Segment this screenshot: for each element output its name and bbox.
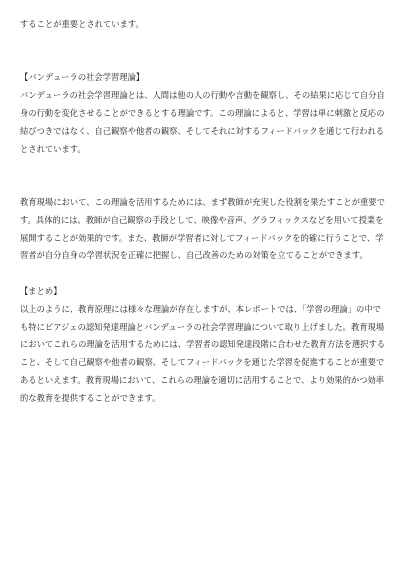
- spacer: [20, 52, 390, 70]
- paragraph-line: 身の行動を変化させることができるとする理論です。この理論によると、学習は単に刺激と反応の: [20, 107, 385, 118]
- bandura-paragraph-2: [20, 194, 390, 265]
- section-heading-bandura: 【バンデューラの社会学習理論】: [20, 72, 145, 83]
- spacer: [20, 34, 390, 52]
- paragraph-line: も特にピアジェの認知発達理論とバンデューラの社会学習理論について取り上げました。教育現場: [20, 321, 385, 332]
- paragraph-line: においてこれらの理論を活用するためには、学習者の認知発達段階に合わせた教育方法を選択する: [20, 339, 386, 350]
- summary-paragraph: [20, 301, 390, 408]
- section-heading-summary: 【まとめ】: [20, 285, 62, 296]
- paragraph-line: 教育現場において、この理論を活用するためには、まず教師が充実した役割を果たすことが重要で: [20, 196, 385, 207]
- intro-tail-line: することが重要とされています。: [20, 19, 144, 29]
- document-page: [20, 16, 390, 408]
- bandura-paragraph-1: [20, 87, 390, 158]
- paragraph-line: あるといえます。教育現場において、これらの理論を適切に活用することで、より効果的かつ効率: [20, 374, 385, 385]
- spacer: [20, 176, 390, 194]
- spacer: [20, 158, 390, 176]
- spacer: [20, 265, 390, 283]
- paragraph-line: 結びつきではなく、自己観察や他者の観察、そしてそれに対するフィードバックを通じて行われる: [20, 125, 385, 136]
- paragraph-line: 以上のように、教育原理には様々な理論が存在しますが、本レポートでは、「学習の理論」の中で: [20, 303, 381, 314]
- paragraph-line: 的な教育を提供することができます。: [20, 392, 161, 403]
- paragraph-line: とされています。: [20, 143, 86, 154]
- paragraph-line: バンデューラの社会学習理論とは、人間は他の人の行動や言動を観察し、その結果に応じて自分自: [20, 90, 385, 101]
- paragraph-line: 習者が自分自身の学習状況を正確に把握し、自己改善のための対策を立てることができます。: [20, 250, 368, 261]
- paragraph-line: す。具体的には、教師が自己観察の手段として、映像や音声、グラフィックスなどを用いて授業を: [20, 214, 384, 225]
- paragraph-line: 展開することが効果的です。また、教師が学習者に対してフィードバックを的確に行うことで、学: [20, 232, 384, 243]
- paragraph-line: こと、そして自己観察や他者の観察、そしてフィードバックを通じた学習を促進することが重要で: [20, 357, 385, 368]
